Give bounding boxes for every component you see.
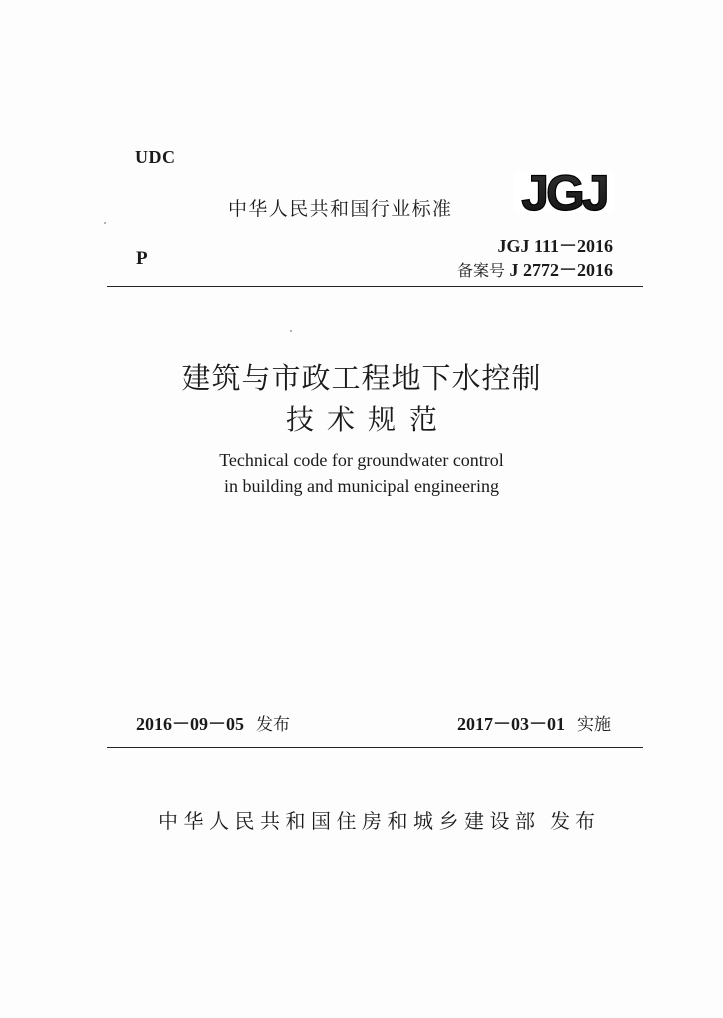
standard-category: 中华人民共和国行业标准	[228, 198, 453, 220]
jgj-logo	[512, 168, 616, 216]
title-chinese-line2: 技术规范	[285, 403, 450, 436]
filing-number-label: 备案号	[456, 261, 505, 280]
standard-code: JGJ 111－2016	[497, 236, 613, 256]
filing-number	[457, 256, 613, 282]
category-letter: P	[136, 248, 148, 269]
issue-label: 发布	[550, 809, 600, 833]
udc-label: UDC	[135, 147, 176, 167]
issuing-authority: 中华人民共和国住房和城乡建设部	[158, 809, 541, 833]
speck	[104, 222, 106, 224]
footer-rule	[107, 747, 643, 748]
publish-date-value: 2016－09－05	[136, 714, 244, 734]
publish-date	[136, 710, 290, 736]
filing-number-value: J 2772－2016	[509, 260, 613, 280]
header-rule	[107, 286, 643, 287]
implement-date-value: 2017－03－01	[457, 714, 565, 734]
implement-date	[457, 710, 611, 736]
publish-label: 发布	[256, 715, 290, 735]
implement-label: 实施	[577, 715, 611, 735]
title-english-line1: Technical code for groundwater control	[219, 450, 504, 470]
logo-text: JGJ	[521, 168, 607, 216]
speck	[290, 330, 292, 332]
title-english-line2: in building and municipal engineering	[224, 476, 499, 496]
title-chinese-line1: 建筑与市政工程地下水控制	[181, 361, 542, 395]
